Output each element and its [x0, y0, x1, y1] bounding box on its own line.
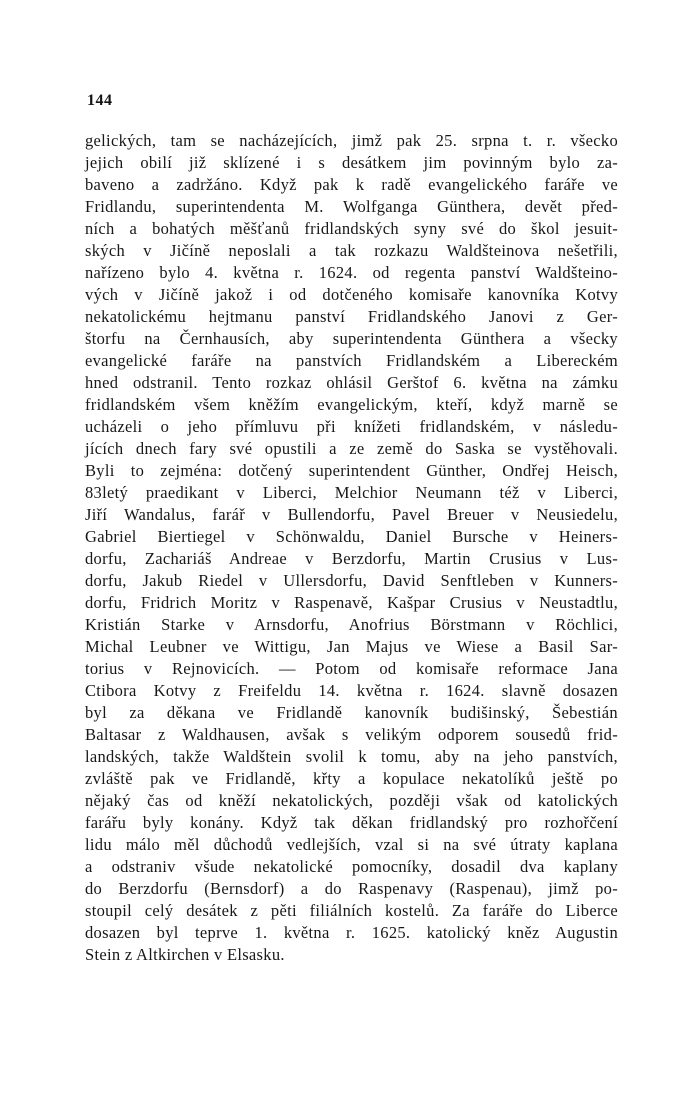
text-line: nekatolickému hejtmanu panství Fridlandského Janovi z Ger-: [85, 307, 618, 326]
text-line: jících dnech fary své opustili a ze země do Saska se vystěhovali.: [85, 439, 618, 458]
text-line: Baltasar z Waldhausen, avšak s velikým odporem sousedů frid-: [85, 725, 618, 744]
text-line: lidu málo měl důchodů vedlejších, vzal si na své útraty kaplana: [85, 835, 618, 854]
text-line: ních a bohatých měšťanů fridlandských syny své do škol jesuit-: [85, 219, 618, 238]
text-line: 83letý praedikant v Liberci, Melchior Neumann též v Liberci,: [85, 483, 618, 502]
text-line: Stein z Altkirchen v Elsasku.: [85, 945, 285, 964]
text-line: Michal Leubner ve Wittigu, Jan Majus ve Wiese a Basil Sar-: [85, 637, 618, 656]
text-line: nějaký čas od kněží nekatolických, později však od katolických: [85, 791, 618, 810]
text-line: ských v Jičíně neposlali a tak rozkazu Waldšteinova nešetřili,: [85, 241, 618, 260]
page-number: 144: [87, 92, 113, 109]
text-line: Byli to zejména: dotčený superintendent Günther, Ondřej Heisch,: [85, 461, 618, 480]
text-line: Gabriel Biertiegel v Schönwaldu, Daniel Bursche v Heiners-: [85, 527, 618, 546]
text-line: baveno a zadržáno. Když pak k radě evangelického faráře ve: [85, 175, 618, 194]
text-line: dorfu, Zachariáš Andreae v Berzdorfu, Martin Crusius v Lus-: [85, 549, 618, 568]
text-line: Fridlandu, superintendenta M. Wolfganga Günthera, devět před-: [85, 197, 618, 216]
text-line: torius v Rejnovicích. — Potom od komisaře reformace Jana: [85, 659, 618, 678]
text-line: dosazen byl teprve 1. května r. 1625. katolický kněz Augustin: [85, 923, 618, 942]
text-line: stoupil celý desátek z pěti filiálních kostelů. Za faráře do Liberce: [85, 901, 618, 920]
text-line: jejich obilí již sklízené i s desátkem jim povinným bylo za-: [85, 153, 618, 172]
text-line: Jiří Wandalus, farář v Bullendorfu, Pavel Breuer v Neusiedelu,: [85, 505, 618, 524]
text-line: dorfu, Jakub Riedel v Ullersdorfu, David Senftleben v Kunners-: [85, 571, 618, 590]
text-line: byl za děkana ve Fridlandě kanovník budišinský, Šebestián: [85, 703, 618, 722]
text-line: ucházeli o jeho přímluvu při knížeti fridlandském, v následu-: [85, 417, 618, 436]
text-line: do Berzdorfu (Bernsdorf) a do Raspenavy (Raspenau), jimž po-: [85, 879, 618, 898]
body-text: [85, 130, 618, 966]
text-line: gelických, tam se nacházejících, jimž pak 25. srpna t. r. všecko: [85, 131, 618, 150]
text-line: hned odstranil. Tento rozkaz ohlásil Gerštof 6. května na zámku: [85, 373, 618, 392]
text-line: landských, takže Waldštein svolil k tomu, aby na jeho panstvích,: [85, 747, 618, 766]
text-line: Kristián Starke v Arnsdorfu, Anofrius Börstmann v Röchlici,: [85, 615, 618, 634]
text-line: farářu byly konány. Když tak děkan fridlandský pro rozhořčení: [85, 813, 618, 832]
text-line: dorfu, Fridrich Moritz v Raspenavě, Kašpar Crusius v Neustadtlu,: [85, 593, 618, 612]
text-line: evangelické faráře na panstvích Fridlandském a Libereckém: [85, 351, 618, 370]
text-line: štorfu na Černhausích, aby superintendenta Günthera a všecky: [85, 329, 618, 348]
text-line: a odstraniv všude nekatolické pomocníky, dosadil dva kaplany: [85, 857, 618, 876]
text-line: nařízeno bylo 4. května r. 1624. od regenta panství Waldšteino-: [85, 263, 618, 282]
text-line: vých v Jičíně jakož i od dotčeného komisaře kanovníka Kotvy: [85, 285, 618, 304]
text-line: fridlandském všem kněžím evangelickým, kteří, když marně se: [85, 395, 618, 414]
text-line: zvláště pak ve Fridlandě, křty a kopulace nekatolíků ještě po: [85, 769, 618, 788]
text-line: Ctibora Kotvy z Freifeldu 14. května r. 1624. slavně dosazen: [85, 681, 618, 700]
